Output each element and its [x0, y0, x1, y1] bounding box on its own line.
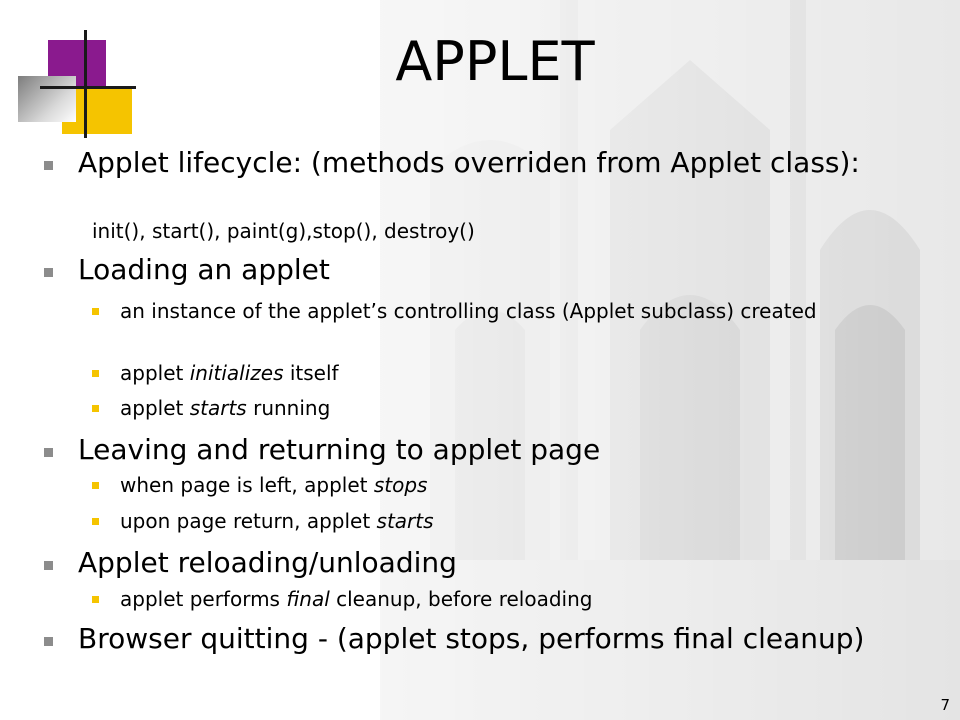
slide-title: APPLET: [395, 30, 595, 93]
page-number: 7: [940, 696, 950, 714]
sub-bullet-loading-starts: applet starts running: [120, 396, 950, 420]
sub-bullet-final-cleanup: applet performs final cleanup, before reloading: [120, 587, 950, 611]
bullet-reloading: Applet reloading/unloading: [78, 546, 948, 580]
lifecycle-methods: init(), start(), paint(g),stop(), destroy(): [92, 219, 475, 243]
sub-bullet-loading-instance: an instance of the applet’s controlling class (Applet subclass) created: [120, 299, 950, 323]
bullet-loading: Loading an applet: [78, 253, 948, 287]
logo-square-gray: [18, 76, 76, 122]
sub-bullet-page-return: upon page return, applet starts: [120, 509, 950, 533]
bullet-leaving: Leaving and returning to applet page: [78, 433, 948, 467]
logo-line-horizontal: [40, 86, 136, 89]
bullet-browser-quitting: Browser quitting - (applet stops, performs final cleanup): [78, 622, 948, 656]
logo-line-vertical: [84, 30, 87, 138]
sub-bullet-page-left: when page is left, applet stops: [120, 473, 950, 497]
sub-bullet-loading-initializes: applet initializes itself: [120, 361, 950, 385]
bullet-lifecycle: Applet lifecycle: (methods overriden from Applet class):: [78, 146, 948, 180]
